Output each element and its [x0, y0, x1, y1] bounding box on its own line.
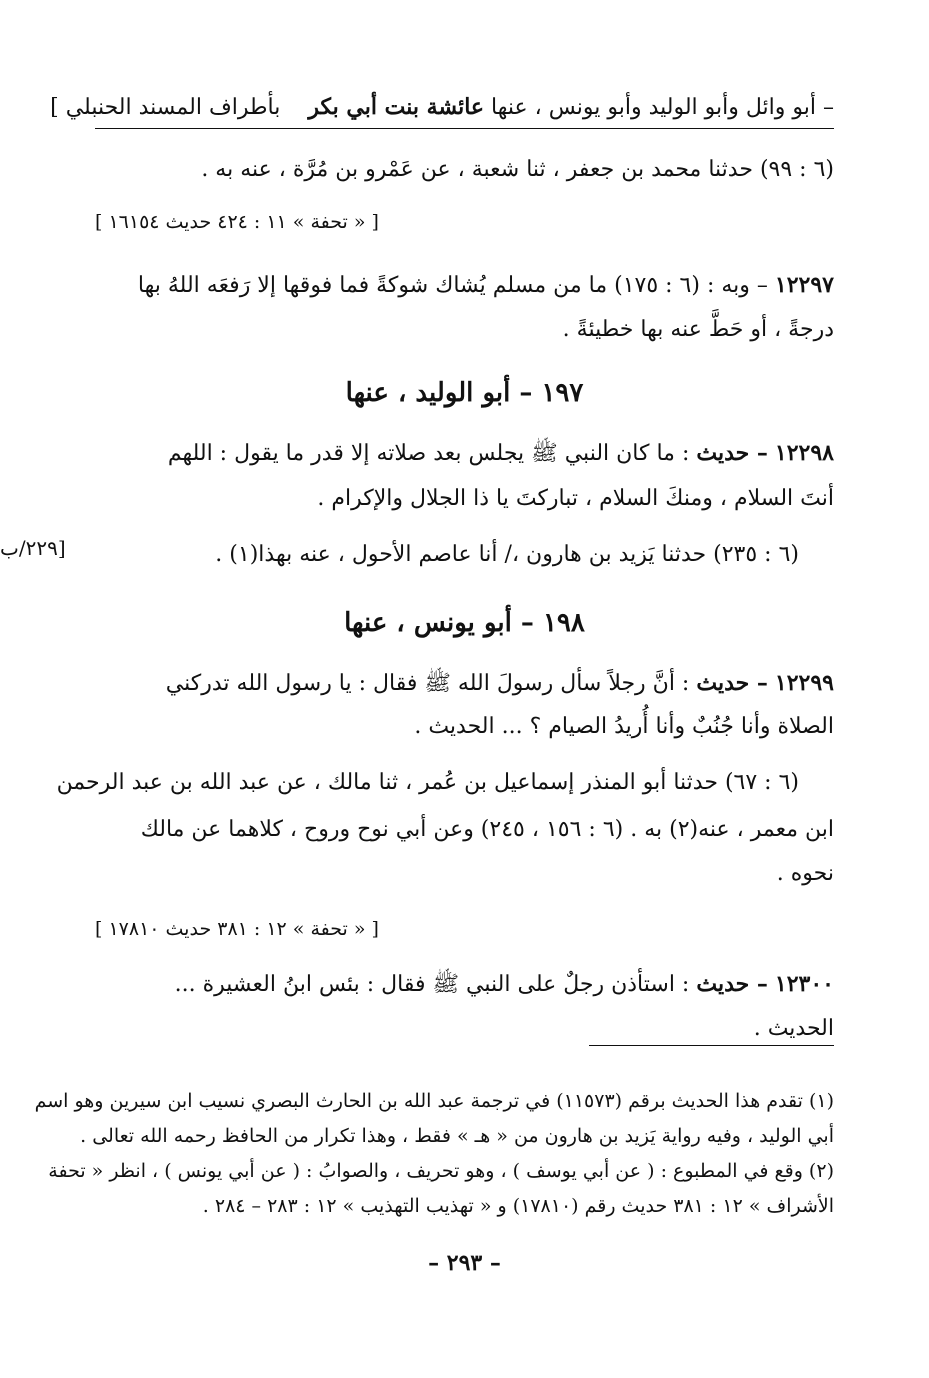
header-rule	[95, 128, 834, 129]
hadith-label: – حديث	[696, 670, 768, 696]
hadith-12299	[95, 666, 834, 701]
footnote-1: (١) تقدم هذا الحديث برقم (١١٥٧٣) في ترجمة عبد الله بن الحارث البصري نسيب ابن سيرين وهو اسم	[34, 1090, 834, 1112]
hadith-12297	[95, 268, 834, 303]
tuhfa-reference: [ « تحفة » ١٢ : ٣٨١ حديث ١٧٨١٠ ]	[95, 918, 379, 940]
hadith-number: ١٢٢٩٧	[774, 272, 834, 298]
hadith-text-continued: الحديث .	[753, 1016, 834, 1041]
hadith-label: – حديث	[696, 440, 768, 466]
hadith-12298	[95, 436, 834, 471]
header-book-title: بأطراف المسند الحنبلي ]	[50, 95, 281, 120]
hadith-text: : استأذن رجلٌ على النبي ﷺ فقال : بئس ابنُ العشيرة ...	[174, 972, 690, 997]
hadith-number: ١٢٣٠٠	[774, 971, 834, 997]
manuscript-folio-note: [٢٢٩/ب	[0, 536, 66, 560]
footnote-1-continued: أبي الوليد ، وفيه رواية يَزيد بن هارون من « هـ » فقط ، وهذا تكرار من الحافظ رحمه الله تعالى .	[80, 1125, 834, 1147]
isnad-line: نحوه .	[776, 861, 834, 886]
running-header	[50, 90, 834, 125]
hadith-number: ١٢٢٩٩	[774, 670, 834, 696]
header-left-title: – أبو وائل وأبو الوليد وأبو يونس ، عنها	[491, 95, 834, 120]
footnote-rule	[589, 1045, 834, 1046]
isnad-line: (٦ : ٢٣٥) حدثنا يَزيد بن هارون ،/ أنا عاصم الأحول ، عنه بهذا(١) .	[215, 542, 799, 567]
hadith-label: – حديث	[696, 971, 768, 997]
hadith-text: – وبه : (٦ : ١٧٥) ما من مسلم يُشاك شوكةً فما فوقها إلا رَفعَه اللهُ بها	[137, 273, 768, 298]
header-center-title: عائشة بنت أبي بكر	[308, 94, 485, 120]
hadith-12300	[95, 967, 834, 1002]
section-heading-197: ١٩٧ – أبو الوليد ، عنها	[345, 378, 584, 408]
footnote-2: (٢) وقع في المطبوع : ( عن أبي يوسف ) ، وهو تحريف ، والصوابُ : ( عن أبي يونس ) ، انظر « تحفة	[48, 1160, 834, 1182]
page-number: – ٢٩٣ –	[428, 1250, 501, 1276]
hadith-text-continued: أنتَ السلام ، ومنكَ السلام ، تباركتَ يا ذا الجلال والإكرام .	[317, 486, 834, 511]
isnad-line: (٦ : ٩٩) حدثنا محمد بن جعفر ، ثنا شعبة ، عن عَمْرو بن مُرَّة ، عنه به .	[201, 157, 834, 182]
hadith-text: : أنَّ رجلاً سأل رسولَ الله ﷺ فقال : يا رسول الله تدركني	[165, 671, 690, 696]
hadith-number: ١٢٢٩٨	[774, 440, 834, 466]
hadith-text-continued: الصلاة وأنا جُنُبٌ وأنا أُريدُ الصيام ؟ ... الحديث .	[414, 714, 834, 739]
footnote-2-continued: الأشراف » ١٢ : ٣٨١ حديث رقم (١٧٨١٠) و « تهذيب التهذيب » ١٢ : ٢٨٣ – ٢٨٤ .	[202, 1195, 834, 1217]
isnad-line: (٦ : ٦٧) حدثنا أبو المنذر إسماعيل بن عُمر ، ثنا مالك ، عن عبد الله بن عبد الرحمن	[56, 770, 799, 795]
hadith-text-continued: درجةً ، أو حَطَّ عنه بها خطيئةً .	[562, 317, 834, 342]
hadith-text: : ما كان النبي ﷺ يجلس بعد صلاته إلا قدر ما يقول : اللهم	[167, 441, 690, 466]
tuhfa-reference: [ « تحفة » ١١ : ٤٢٤ حديث ١٦١٥٤ ]	[95, 211, 379, 233]
section-heading-198: ١٩٨ – أبو يونس ، عنها	[344, 608, 585, 638]
isnad-line: ابن معمر ، عنه(٢) به . (٦ : ١٥٦ ، ٢٤٥) وعن أبي نوح وروح ، كلاهما عن مالك	[140, 817, 834, 842]
